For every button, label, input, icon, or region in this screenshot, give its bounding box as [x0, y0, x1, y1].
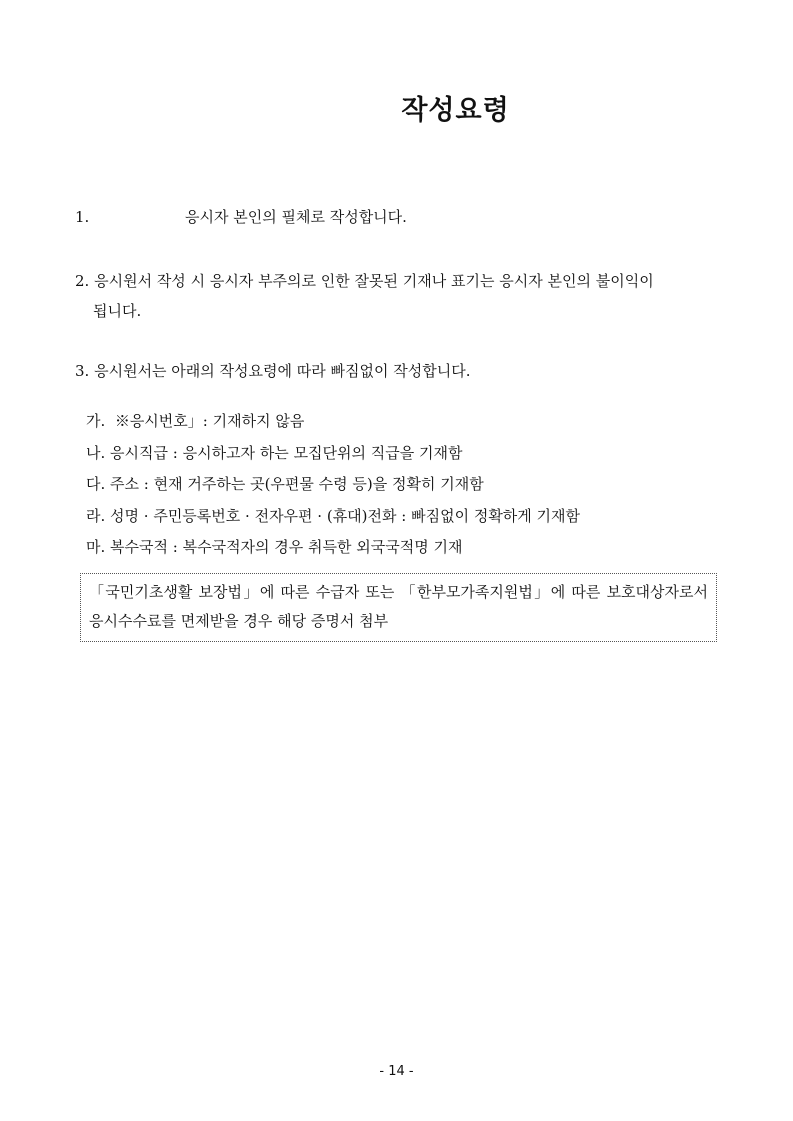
subitem-ga — [86, 406, 304, 436]
page-number: - 14 - — [379, 1064, 414, 1079]
subitem-text: 주소 : 현재 거주하는 곳(우편물 수령 등)을 정확히 기재함 — [110, 475, 484, 493]
item-number: 1. — [75, 208, 90, 226]
subitem-da — [86, 469, 484, 499]
item-text-line-1: 응시원서 작성 시 응시자 부주의로 인한 잘못된 기재나 표기는 응시자 본인의 불이익이 — [94, 272, 654, 290]
item-text: 응시자 본인의 필체로 작성합니다. — [185, 208, 407, 226]
subitem-marker: 다. — [86, 475, 106, 493]
subitem-na — [86, 438, 463, 468]
subitem-text: 복수국적 : 복수국적자의 경우 취득한 외국국적명 기재 — [110, 538, 463, 556]
item-text: 응시원서는 아래의 작성요령에 따라 빠짐없이 작성합니다. — [94, 362, 471, 380]
subitem-text: 응시직급 : 응시하고자 하는 모집단위의 직급을 기재함 — [110, 444, 463, 462]
subitem-ra — [86, 501, 580, 531]
subitem-text: ※응시번호」: 기재하지 않음 — [114, 412, 305, 430]
instruction-item-1 — [75, 202, 407, 232]
subitem-marker: 가. — [86, 412, 106, 430]
subitem-marker: 나. — [86, 444, 106, 462]
instruction-item-3 — [75, 356, 470, 386]
item-text-line-2: 됩니다. — [93, 302, 142, 320]
subitem-ma — [86, 532, 463, 562]
item-number: 2. — [75, 272, 90, 290]
fee-exemption-notice: 「국민기초생활 보장법」에 따른 수급자 또는 「한부모가족지원법」에 따른 보호대상자로서 응시수수료를 면제받을 경우 해당 증명서 첨부 — [80, 573, 717, 642]
page-title: 작성요령 — [401, 95, 510, 126]
subitem-marker: 마. — [86, 538, 106, 556]
subitem-text: 성명 · 주민등록번호 · 전자우편 · (휴대)전화 : 빠짐없이 정확하게 기재함 — [110, 507, 581, 525]
subitem-marker: 라. — [86, 507, 106, 525]
item-number: 3. — [75, 362, 90, 380]
instruction-item-2 — [75, 266, 725, 326]
